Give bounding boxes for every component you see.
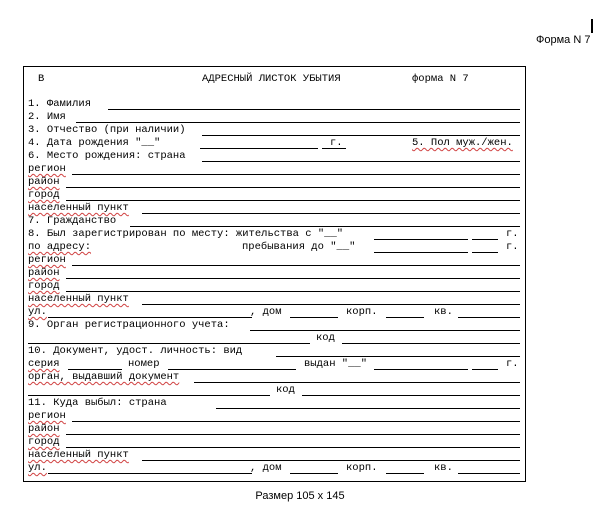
field-label-registered-house: , дом: [250, 306, 282, 318]
field-label-authority-code: код: [316, 332, 335, 344]
field-line-destination-city[interactable]: [66, 447, 520, 448]
field-label-document-issued: выдан "__": [304, 358, 368, 370]
field-line-document-issued-month[interactable]: [374, 369, 468, 370]
field-label-document-series: серия: [28, 358, 60, 370]
field-label-destination-flat: кв.: [434, 462, 453, 474]
field-line-birthplace-district[interactable]: [66, 187, 520, 188]
field-line-registered-street[interactable]: [48, 317, 252, 318]
field-label-registered-district: район: [28, 267, 60, 279]
field-line-destination-street[interactable]: [48, 473, 252, 474]
field-label-registered-corp: корп.: [346, 306, 378, 318]
field-line-registered-city[interactable]: [66, 291, 520, 292]
size-caption: Размер 105 х 145: [255, 490, 345, 502]
field-label-issuing-code: код: [276, 384, 295, 396]
field-line-name[interactable]: [76, 122, 520, 123]
field-label-registered-address: по адресу:: [28, 241, 92, 253]
field-label-birthplace-district: район: [28, 176, 60, 188]
header-title: АДРЕСНЫЙ ЛИСТОК УБЫТИЯ: [202, 73, 341, 85]
corner-form-label: Форма N 7: [536, 34, 591, 46]
field-label-registered-from: 8. Был зарегистрирован по месту: жительства с "__": [28, 228, 344, 240]
field-label-sex: 5. Пол муж./жен.: [412, 137, 513, 149]
field-label-registered-city: город: [28, 280, 60, 292]
field-line-citizenship[interactable]: [130, 226, 520, 227]
field-label-destination-city: город: [28, 436, 60, 448]
field-line-registered-from-year[interactable]: [472, 239, 498, 240]
field-line-destination-house[interactable]: [290, 473, 338, 474]
field-line-document-issued-year[interactable]: [472, 369, 498, 370]
field-label-surname: 1. Фамилия: [28, 98, 92, 110]
field-line-birthplace-city[interactable]: [66, 200, 520, 201]
field-label-citizenship: 7. Гражданство: [28, 215, 117, 227]
field-label-destination-region: регион: [28, 410, 66, 422]
field-label-stay-until: пребывания до "__": [242, 241, 356, 253]
header-v: В: [38, 73, 45, 85]
field-label-destination-street: ул.: [28, 462, 47, 474]
field-line-issuing-authority[interactable]: [194, 382, 520, 383]
field-line-surname[interactable]: [108, 109, 520, 110]
registered-from-year-suffix: г.: [506, 228, 519, 240]
header-form-number: форма N 7: [412, 73, 469, 85]
field-line-registered-house[interactable]: [290, 317, 338, 318]
field-label-birthplace-locality: населенный пункт: [28, 202, 129, 214]
field-line-issuing-code[interactable]: [302, 395, 520, 396]
field-label-destination-house: , дом: [250, 462, 282, 474]
field-line-registration-authority-2[interactable]: [28, 343, 310, 344]
field-line-document-number[interactable]: [168, 369, 296, 370]
field-label-destination-district: район: [28, 423, 60, 435]
field-line-birthplace-country[interactable]: [202, 161, 520, 162]
field-label-birthplace-city: город: [28, 189, 60, 201]
field-label-registered-flat: кв.: [434, 306, 453, 318]
field-line-destination-district[interactable]: [66, 434, 520, 435]
field-label-identity-document: 10. Документ, удост. личность: вид: [28, 345, 243, 357]
stay-until-year-suffix: г.: [506, 241, 519, 253]
field-line-stay-until-year[interactable]: [472, 252, 498, 253]
field-line-registered-from-month[interactable]: [374, 239, 468, 240]
field-label-name: 2. Имя: [28, 111, 66, 123]
corner-tick-mark: [591, 19, 593, 33]
field-line-registered-district[interactable]: [66, 278, 520, 279]
field-label-birthdate: 4. Дата рождения "__": [28, 137, 161, 149]
field-label-destination-corp: корп.: [346, 462, 378, 474]
field-label-registered-locality: населенный пункт: [28, 293, 129, 305]
field-line-patronymic[interactable]: [202, 135, 520, 136]
field-line-document-type[interactable]: [276, 356, 520, 357]
document-issued-year-suffix: г.: [506, 358, 519, 370]
field-line-destination-corp[interactable]: [386, 473, 424, 474]
field-line-registered-region[interactable]: [72, 265, 520, 266]
field-line-registration-authority[interactable]: [250, 330, 520, 331]
field-label-destination-locality: населенный пункт: [28, 449, 129, 461]
field-label-patronymic: 3. Отчество (при наличии): [28, 124, 186, 136]
field-line-destination-country[interactable]: [216, 408, 520, 409]
field-line-registered-flat[interactable]: [458, 317, 520, 318]
field-line-registered-locality[interactable]: [142, 304, 520, 305]
address-sheet-card: [23, 66, 526, 482]
field-label-birthplace-region: регион: [28, 163, 66, 175]
birthdate-year-suffix: г.: [330, 137, 343, 149]
field-line-destination-flat[interactable]: [458, 473, 520, 474]
field-label-registration-authority: 9. Орган регистрационного учета:: [28, 319, 230, 331]
field-label-registered-street: ул.: [28, 306, 47, 318]
field-line-birthplace-region[interactable]: [72, 174, 520, 175]
field-label-issuing-authority: орган, выдавший документ: [28, 371, 180, 383]
field-line-birthdate-month[interactable]: [200, 148, 318, 149]
field-line-registered-corp[interactable]: [386, 317, 424, 318]
field-label-document-number: номер: [128, 358, 160, 370]
field-line-destination-locality[interactable]: [142, 460, 520, 461]
field-line-authority-code[interactable]: [342, 343, 520, 344]
field-line-destination-region[interactable]: [72, 421, 520, 422]
field-label-registered-region: регион: [28, 254, 66, 266]
field-line-birthplace-locality[interactable]: [142, 213, 520, 214]
field-line-stay-until-month[interactable]: [374, 252, 468, 253]
field-line-document-series[interactable]: [68, 369, 122, 370]
field-label-destination-country: 11. Куда выбыл: страна: [28, 397, 167, 409]
field-label-birthplace-country: 6. Место рождения: страна: [28, 150, 186, 162]
field-line-issuing-authority-2[interactable]: [28, 395, 270, 396]
